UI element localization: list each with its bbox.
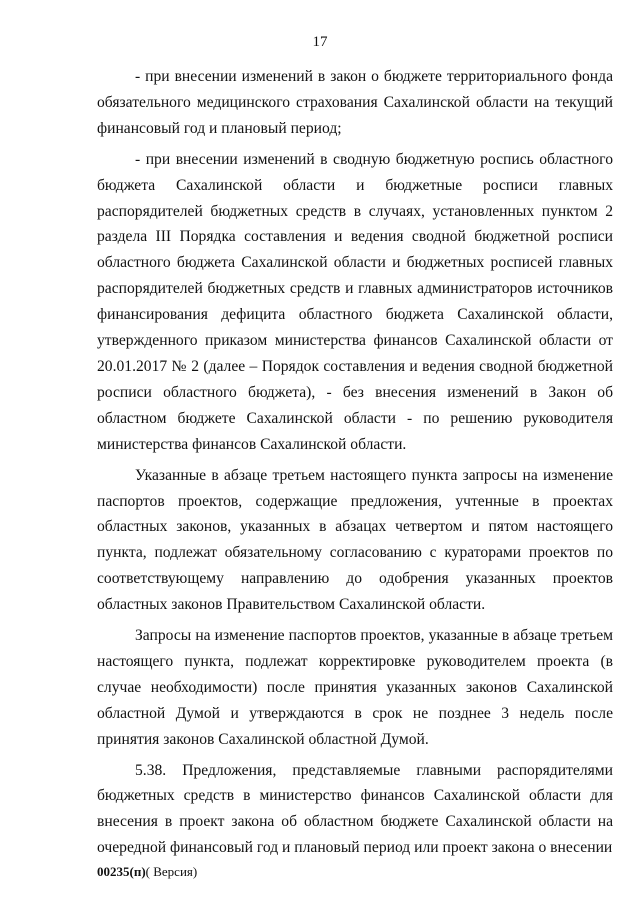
paragraph-5-38: 5.38. Предложения, представляемые главными распорядителями бюджетных средств в министерство финансов Сахалинской области для внесения в проект закона об областном бюджете Сахалинской области на очередной финансовый год и плановый период или проект закона о внесении <box>97 761 613 857</box>
paragraph-passport-requests: Указанные в абзаце третьем настоящего пункта запросы на изменение паспортов проектов, содержащие предложения, учтенные в проектах областных законов, указанных в абзацах четвертом и пятом настоящего пункта, подлежат обязательному согласованию с кураторами проектов по соответствующему направлению до одобрения указанных проектов областных законов Правительством Сахалинской области. <box>97 466 613 614</box>
paragraph-law-tfoms: - при внесении изменений в закон о бюджете территориального фонда обязательного медицинского страхования Сахалинской области на текущий финансовый год и плановый период; <box>97 68 613 137</box>
paragraph-passport-corrections: Запросы на изменение паспортов проектов, указанные в абзаце третьем настоящего пункта, подлежат корректировке руководителем проекта (в случае необходимости) после принятия указанных законов Сахалинской областной Думой и утверждаются в срок не позднее 3 недель после принятия законов Сахалинской областной Думой. <box>97 627 613 748</box>
page-number: 17 <box>312 34 328 50</box>
document-body <box>97 64 613 866</box>
footer <box>97 864 197 880</box>
document-code: 00235(п) <box>97 864 146 879</box>
paragraph-budget-schedule: - при внесении изменений в сводную бюджетную роспись областного бюджета Сахалинской области и бюджетные росписи главных распорядителей бюджетных средств в случаях, установленных пунктом 2 раздела III Порядка составления и ведения сводной бюджетной росписи областного бюджета Сахалинской области и бюджетных росписей главных распорядителей бюджетных средств и главных администраторов источников финансирования дефицита областного бюджета Сахалинской области, утвержденного приказом министерства финансов Сахалинской области от 20.01.2017 № 2 (далее – Порядок составления и ведения сводной бюджетной росписи областного бюджета), - без внесения изменений в Закон об областном бюджете Сахалинской области - по решению руководителя министерства финансов Сахалинской области. <box>97 150 613 453</box>
version-label: ( Версия) <box>145 864 198 879</box>
